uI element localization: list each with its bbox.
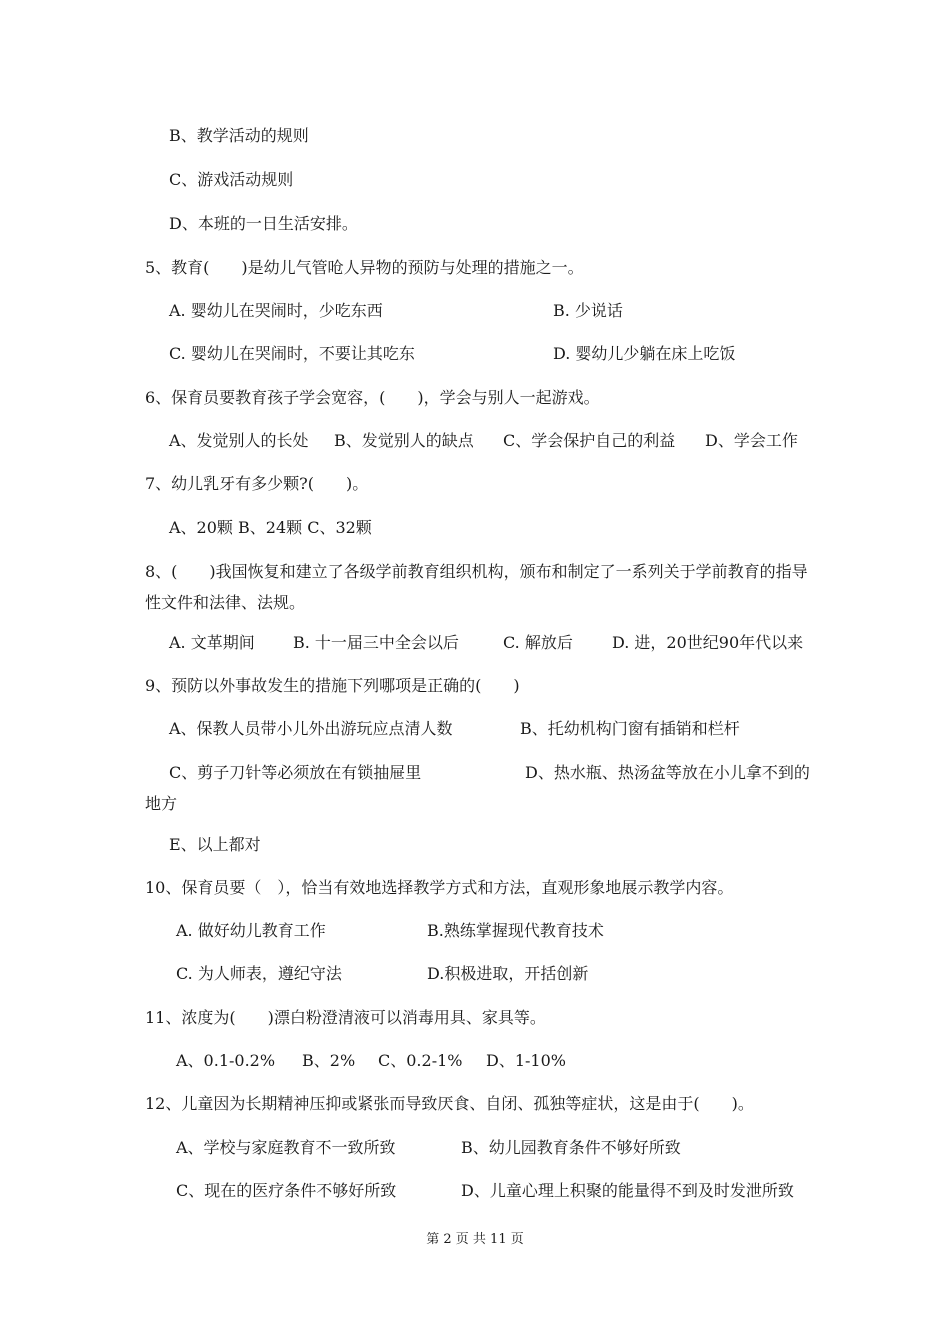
q5-option-a: A. 婴幼儿在哭闹时，少吃东西 [169,301,383,320]
q8-option-a: A. 文革期间 [169,633,255,652]
q9-option-e: E、以上都对 [169,835,261,854]
q6-option-b: B、发觉别人的缺点 [334,431,474,450]
q7-stem: 7、幼儿乳牙有多少颗?( )。 [145,474,369,493]
q8-option-b: B. 十一届三中全会以后 [293,633,459,652]
q8-option-c: C. 解放后 [503,633,573,652]
q9-option-b: B、托幼机构门窗有插销和栏杆 [520,719,740,738]
q9-stem: 9、预防以外事故发生的措施下列哪项是正确的( ) [145,676,520,695]
q8-option-d: D. 进，20世纪90年代以来 [612,633,804,652]
q12-option-d: D、儿童心理上积聚的能量得不到及时发泄所致 [461,1181,794,1200]
q10-option-a: A. 做好幼儿教育工作 [176,921,326,940]
q11-option-b: B、2% [302,1051,356,1070]
q10-option-d: D.积极进取，开括创新 [427,964,589,983]
q12-option-c: C、现在的医疗条件不够好所致 [176,1181,397,1200]
q9-option-c: C、剪子刀针等必须放在有锁抽屉里 [169,763,422,782]
q11-option-c: C、0.2-1% [378,1051,463,1070]
q6-option-d: D、学会工作 [705,431,798,450]
q10-stem: 10、保育员要（ ），恰当有效地选择教学方式和方法，直观形象地展示教学内容。 [145,878,734,897]
q4-option-b: B、教学活动的规则 [169,126,309,145]
q12-option-a: A、学校与家庭教育不一致所致 [176,1138,396,1157]
q5-option-b: B. 少说话 [553,301,623,320]
q7-options: A、20颗 B、24颗 C、32颗 [169,518,372,537]
q5-stem: 5、教育( )是幼儿气管呛人异物的预防与处理的措施之一。 [145,258,584,277]
q9-option-d: D、热水瓶、热汤盆等放在小儿拿不到的地方 [145,763,810,813]
q5-option-c: C. 婴幼儿在哭闹时，不要让其吃东 [169,344,415,363]
q6-option-a: A、发觉别人的长处 [169,431,309,450]
page-number-footer: 第 2 页 共 11 页 [426,1232,524,1247]
q8-stem: 8、( )我国恢复和建立了各级学前教育组织机构，颁布和制定了一系列关于学前教育的指导性文件和法律、法规。 [145,562,808,612]
q12-stem: 12、儿童因为长期精神压抑或紧张而导致厌食、自闭、孤独等症状，这是由于( )。 [145,1094,754,1113]
q5-option-d: D. 婴幼儿少躺在床上吃饭 [553,344,736,363]
q6-option-c: C、学会保护自己的利益 [503,431,676,450]
q4-option-c: C、游戏活动规则 [169,170,294,189]
q12-option-b: B、幼儿园教育条件不够好所致 [461,1138,681,1157]
q11-stem: 11、浓度为( )漂白粉澄清液可以消毒用具、家具等。 [145,1008,546,1027]
q11-option-a: A、0.1-0.2% [176,1051,276,1070]
q4-option-d: D、本班的一日生活安排。 [169,214,358,233]
q10-option-c: C. 为人师表，遵纪守法 [176,964,342,983]
q9-option-a: A、保教人员带小儿外出游玩应点清人数 [169,719,453,738]
q11-option-d: D、1-10% [486,1051,566,1070]
q10-option-b: B.熟练掌握现代教育技术 [427,921,604,940]
q6-stem: 6、保育员要教育孩子学会宽容，( )，学会与别人一起游戏。 [145,388,600,407]
